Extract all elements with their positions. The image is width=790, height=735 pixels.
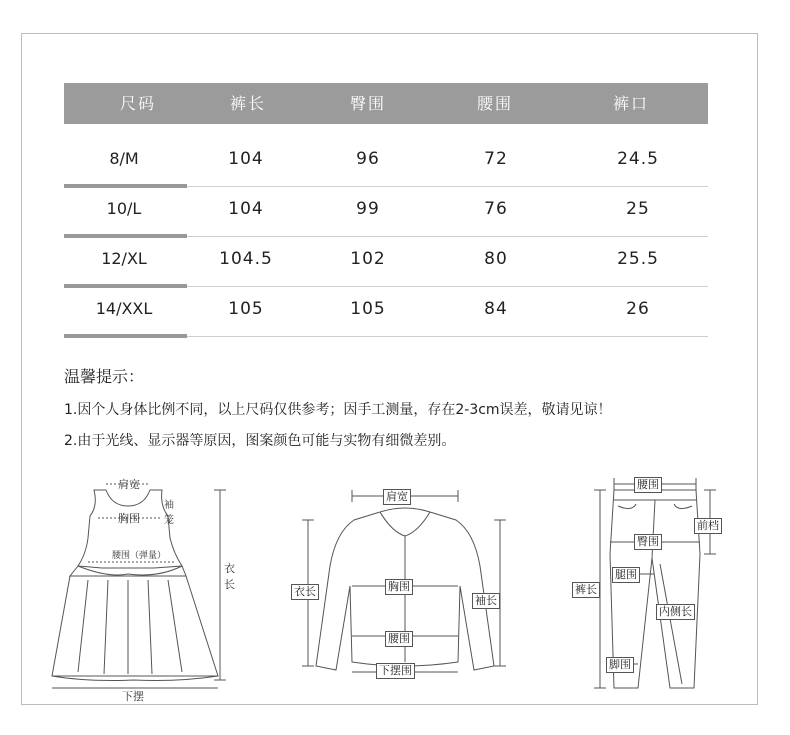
row-accent-bar bbox=[64, 334, 187, 338]
cell-size: 10/L bbox=[106, 199, 142, 218]
cell-leg-opening: 25.5 bbox=[617, 249, 659, 269]
shirt-sleeve-label: 袖长 bbox=[472, 593, 500, 609]
pants-leg-opening-label: 脚围 bbox=[606, 657, 634, 673]
dress-outline-icon bbox=[48, 476, 248, 704]
pants-inseam-label: 内侧长 bbox=[656, 604, 695, 620]
cell-hip: 96 bbox=[356, 149, 380, 169]
pants-diagram bbox=[570, 474, 730, 694]
cell-hip: 102 bbox=[350, 249, 386, 269]
cell-waist: 72 bbox=[484, 149, 508, 169]
cell-pants-length: 105 bbox=[228, 299, 264, 319]
cell-leg-opening: 25 bbox=[626, 199, 650, 219]
table-row bbox=[64, 137, 708, 187]
cell-pants-length: 104.5 bbox=[219, 249, 273, 269]
shirt-diagram bbox=[288, 486, 520, 680]
cell-size: 14/XXL bbox=[95, 299, 153, 318]
dress-diagram bbox=[48, 476, 248, 704]
cell-pants-length: 104 bbox=[228, 199, 264, 219]
header-leg-opening: 裤口 bbox=[612, 94, 649, 113]
dress-length-label: 衣长 bbox=[224, 562, 235, 591]
pants-hip-label: 臀围 bbox=[634, 534, 662, 550]
notes-title: 温馨提示： bbox=[64, 367, 145, 386]
header-pants-length: 裤长 bbox=[229, 94, 266, 113]
dress-shoulder-label: 肩宽 bbox=[118, 478, 140, 491]
cell-hip: 99 bbox=[356, 199, 380, 219]
cell-size: 12/XL bbox=[101, 249, 147, 268]
cell-waist: 76 bbox=[484, 199, 508, 219]
size-table-header bbox=[64, 83, 708, 124]
dress-waist-label: 腰围（弹量） bbox=[112, 551, 167, 561]
table-row bbox=[64, 237, 708, 287]
header-waist: 腰围 bbox=[476, 94, 513, 113]
cell-pants-length: 104 bbox=[228, 149, 264, 169]
pants-waist-label: 腰围 bbox=[634, 477, 662, 493]
shirt-shoulder-label: 肩宽 bbox=[383, 489, 411, 505]
note-line-2: 2.由于光线、显示器等原因，图案颜色可能与实物有细微差别。 bbox=[64, 433, 456, 449]
table-row bbox=[64, 187, 708, 237]
table-row bbox=[64, 287, 708, 337]
cell-size: 8/M bbox=[109, 149, 139, 168]
pants-thigh-label: 腿围 bbox=[612, 567, 640, 583]
cell-waist: 84 bbox=[484, 299, 508, 319]
dress-hem-label: 下摆 bbox=[122, 690, 144, 703]
shirt-chest-label: 胸围 bbox=[385, 579, 413, 595]
shirt-length-label: 衣长 bbox=[291, 584, 319, 600]
pants-length-label: 裤长 bbox=[572, 582, 600, 598]
cell-waist: 80 bbox=[484, 249, 508, 269]
note-line-1: 1.因个人身体比例不同，以上尺码仅供参考；因手工测量，存在2-3cm误差，敬请见谅！ bbox=[64, 402, 612, 418]
cell-leg-opening: 26 bbox=[626, 299, 650, 319]
cell-leg-opening: 24.5 bbox=[617, 149, 659, 169]
cell-hip: 105 bbox=[350, 299, 386, 319]
shirt-waist-label: 腰围 bbox=[385, 631, 413, 647]
dress-sleeve-hole-label: 袖笼 bbox=[164, 500, 174, 526]
dress-chest-label: 胸围 bbox=[118, 512, 140, 525]
header-size: 尺码 bbox=[119, 94, 156, 113]
shirt-hem-label: 下摆围 bbox=[376, 663, 415, 679]
header-hip: 臀围 bbox=[349, 94, 386, 113]
pants-rise-label: 前档 bbox=[694, 518, 722, 534]
